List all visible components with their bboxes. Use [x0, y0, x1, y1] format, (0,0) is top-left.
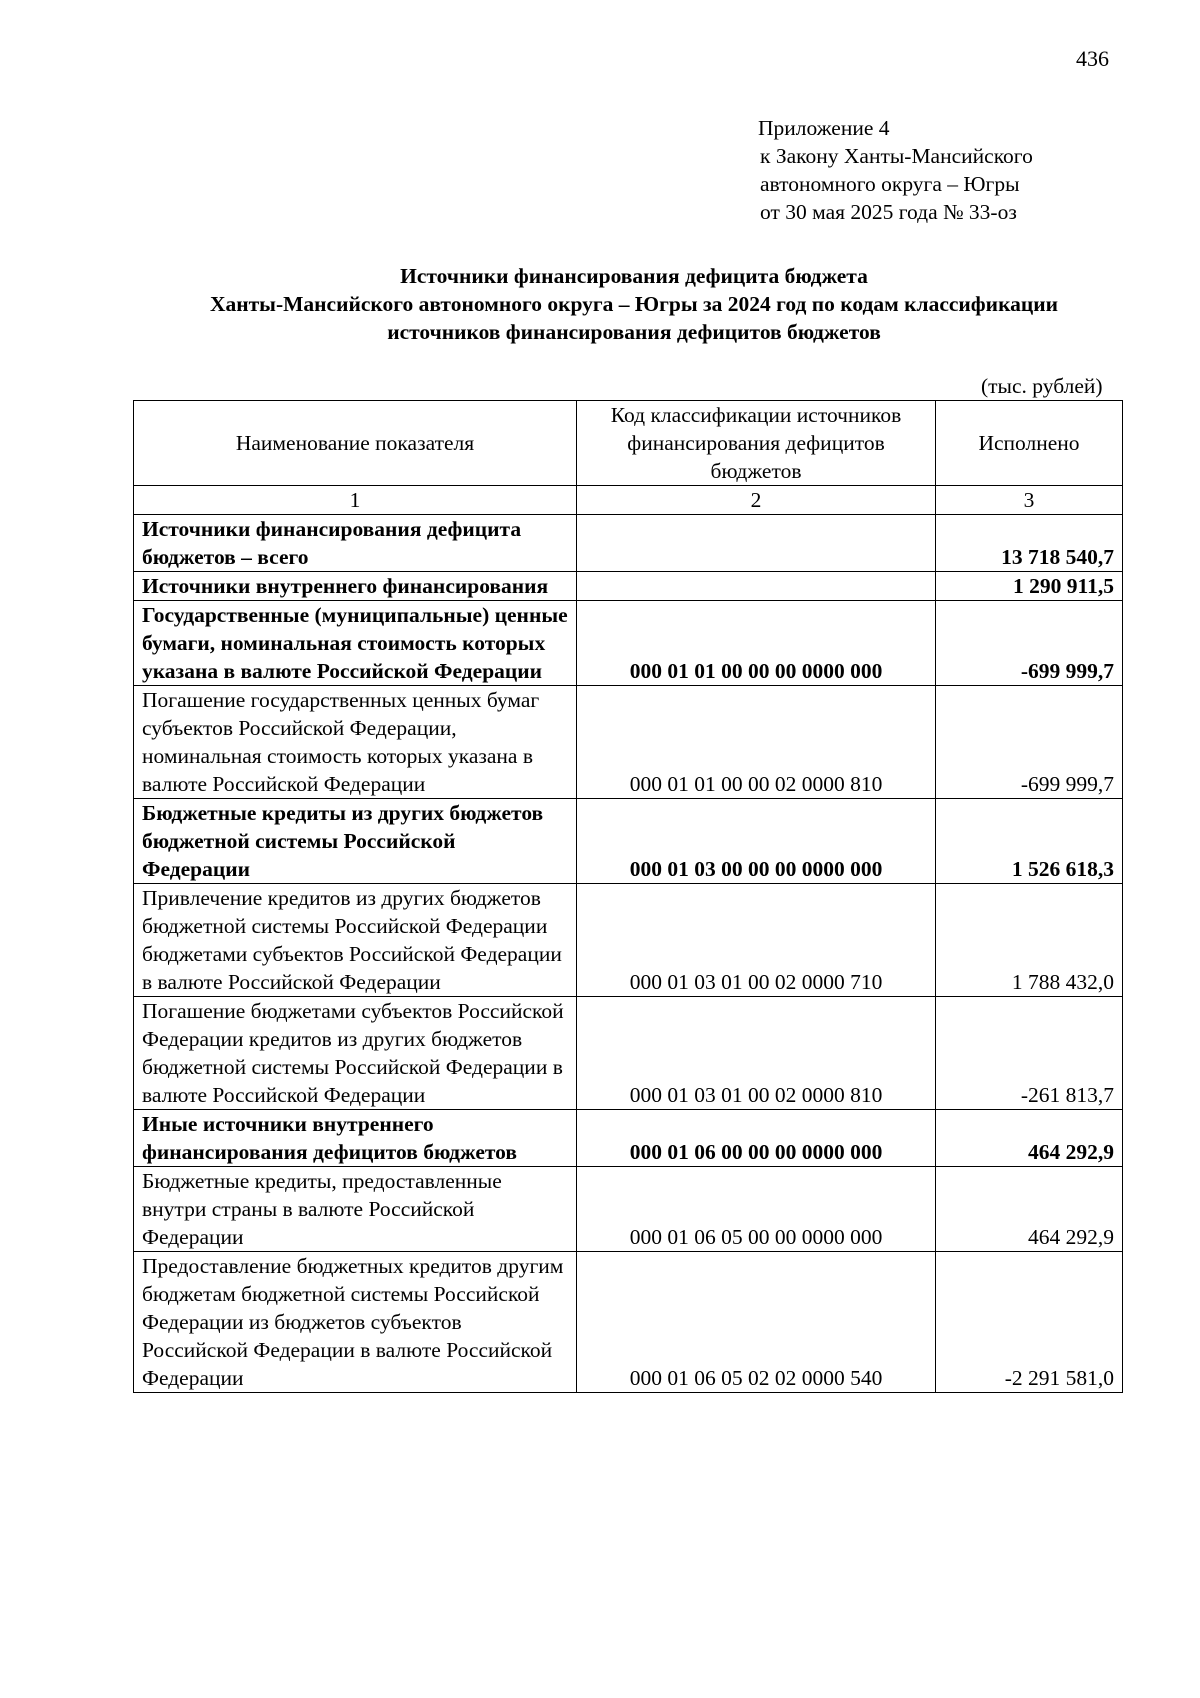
column-number-2: 2 [577, 486, 936, 515]
page-number: 436 [1076, 46, 1109, 71]
document-title [134, 262, 1134, 346]
financing-sources-table [133, 400, 1123, 1393]
row-name: Погашение бюджетами субъектов Российской Федерации кредитов из других бюджетов бюджетной системы Российской Федерации в валюте Российской Федерации [134, 997, 577, 1110]
title-line-1: Источники финансирования дефицита бюджета [400, 264, 868, 288]
row-value: -2 291 581,0 [936, 1252, 1123, 1393]
row-code: 000 01 03 01 00 02 0000 710 [577, 884, 936, 997]
row-code: 000 01 01 00 00 02 0000 810 [577, 686, 936, 799]
table-row [134, 997, 1123, 1110]
appendix-line-3: автономного округа – Югры [760, 172, 1020, 196]
row-name: Иные источники внутреннего финансирования дефицитов бюджетов [134, 1110, 577, 1167]
table-row [134, 1110, 1123, 1167]
row-code: 000 01 03 01 00 02 0000 810 [577, 997, 936, 1110]
row-code: 000 01 06 00 00 00 0000 000 [577, 1110, 936, 1167]
table-row [134, 686, 1123, 799]
row-code: 000 01 01 00 00 00 0000 000 [577, 601, 936, 686]
units-label: (тыс. рублей) [981, 374, 1103, 398]
appendix-reference [758, 114, 1033, 226]
header-classification-code: Код классификации источников финансирования дефицитов бюджетов [577, 401, 936, 486]
row-name: Источники финансирования дефицита бюджетов – всего [134, 515, 577, 572]
appendix-line-2: к Закону Ханты-Мансийского [760, 144, 1033, 168]
row-name: Привлечение кредитов из других бюджетов бюджетной системы Российской Федерации бюджетами субъектов Российской Федерации в валюте Российской Федерации [134, 884, 577, 997]
row-name: Бюджетные кредиты из других бюджетов бюджетной системы Российской Федерации [134, 799, 577, 884]
table-row [134, 515, 1123, 572]
row-code [577, 515, 936, 572]
row-value: -699 999,7 [936, 601, 1123, 686]
table-row [134, 1252, 1123, 1393]
appendix-line-4: от 30 мая 2025 года № 33-оз [760, 200, 1017, 224]
header-executed: Исполнено [936, 401, 1123, 486]
column-number-3: 3 [936, 486, 1123, 515]
row-code: 000 01 06 05 02 02 0000 540 [577, 1252, 936, 1393]
title-line-3: источников финансирования дефицитов бюджетов [387, 320, 881, 344]
row-name: Погашение государственных ценных бумаг субъектов Российской Федерации, номинальная стоимость которых указана в валюте Российской Федерации [134, 686, 577, 799]
table-row [134, 799, 1123, 884]
row-value: 13 718 540,7 [936, 515, 1123, 572]
row-code: 000 01 03 00 00 00 0000 000 [577, 799, 936, 884]
column-number-row [134, 486, 1123, 515]
row-name: Источники внутреннего финансирования [134, 572, 577, 601]
appendix-line-1: Приложение 4 [758, 116, 890, 140]
row-name: Бюджетные кредиты, предоставленные внутри страны в валюте Российской Федерации [134, 1167, 577, 1252]
title-line-2: Ханты-Мансийского автономного округа – Югры за 2024 год по кодам классификации [209, 292, 1059, 316]
table-header-row [134, 401, 1123, 486]
row-value: 1 290 911,5 [936, 572, 1123, 601]
row-name: Предоставление бюджетных кредитов другим бюджетам бюджетной системы Российской Федерации из бюджетов субъектов Российской Федерации в валюте Российской Федерации [134, 1252, 577, 1393]
header-indicator-name: Наименование показателя [134, 401, 577, 486]
table-row [134, 1167, 1123, 1252]
table-row [134, 572, 1123, 601]
row-value: 464 292,9 [936, 1167, 1123, 1252]
row-code [577, 572, 936, 601]
row-value: -699 999,7 [936, 686, 1123, 799]
row-name: Государственные (муниципальные) ценные бумаги, номинальная стоимость которых указана в валюте Российской Федерации [134, 601, 577, 686]
column-number-1: 1 [134, 486, 577, 515]
row-value: 1 788 432,0 [936, 884, 1123, 997]
row-value: 464 292,9 [936, 1110, 1123, 1167]
row-value: -261 813,7 [936, 997, 1123, 1110]
table-body [134, 515, 1123, 1393]
row-value: 1 526 618,3 [936, 799, 1123, 884]
row-code: 000 01 06 05 00 00 0000 000 [577, 1167, 936, 1252]
table-row [134, 601, 1123, 686]
table-row [134, 884, 1123, 997]
